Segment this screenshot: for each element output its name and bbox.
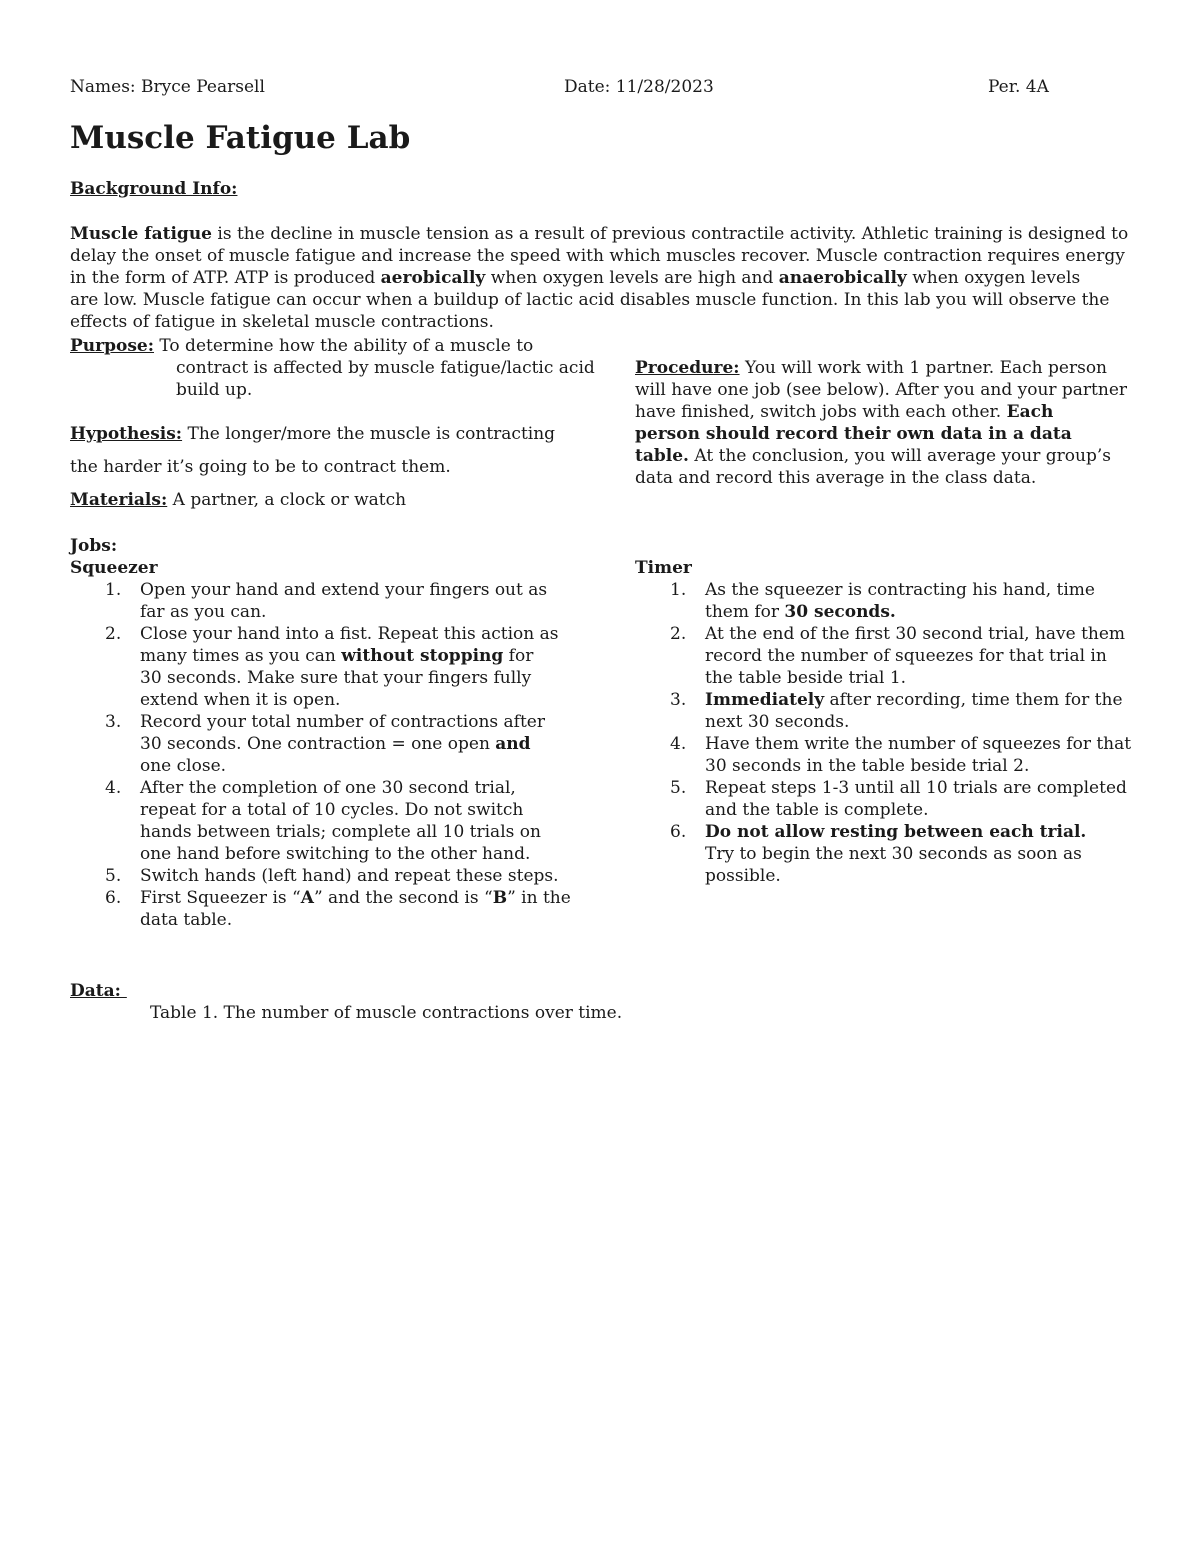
purpose-label: Purpose: [70, 336, 154, 356]
data-heading: Data: [70, 981, 127, 1001]
step-text: them for [705, 602, 785, 622]
step-number: 5. [670, 778, 687, 798]
step-text: Record your total number of contractions after [140, 712, 545, 732]
procedure-text: You will work with 1 partner. Each person [739, 358, 1108, 378]
list-item [670, 777, 1131, 821]
step-text: many times as you can [140, 646, 342, 666]
step-emphasis: without stopping [341, 646, 504, 666]
procedure-section [635, 357, 1155, 489]
materials-label: Materials: [70, 490, 168, 510]
step-number: 2. [670, 624, 687, 644]
squeezer-steps-list [105, 579, 571, 931]
step-emphasis: B [492, 888, 508, 908]
bg-line: delay the onset of muscle fatigue and increase the speed with which muscles recover. Muscle contraction requires energy [70, 246, 1125, 266]
list-item [105, 711, 571, 777]
step-number: 2. [105, 624, 122, 644]
procedure-text: data and record this average in the class data. [635, 468, 1037, 488]
step-emphasis: 30 seconds. [784, 602, 896, 622]
list-item [670, 689, 1131, 733]
timer-heading: Timer [635, 558, 692, 578]
materials-text: A partner, a clock or watch [167, 490, 407, 510]
table-caption: Table 1. The number of muscle contractions over time. [150, 1003, 623, 1023]
hypothesis-text: the harder it’s going to be to contract them. [70, 457, 451, 477]
step-emphasis: Do not allow resting between each trial. [705, 822, 1087, 842]
list-item [670, 733, 1132, 777]
hypothesis-section [70, 423, 555, 445]
list-item [105, 623, 571, 711]
step-emphasis: A [300, 888, 314, 908]
step-text: Open your hand and extend your fingers out as [140, 580, 548, 600]
bg-line: in the form of ATP. ATP is produced [70, 268, 381, 288]
step-text: repeat for a total of 10 cycles. Do not switch [140, 800, 524, 820]
procedure-emphasis: person should record their own data in a data [635, 424, 1072, 444]
list-item [105, 579, 571, 623]
step-number: 6. [670, 822, 687, 842]
purpose-text: contract is affected by muscle fatigue/lactic acid [176, 358, 595, 378]
step-text: after recording, time them for the [824, 690, 1123, 710]
step-text: Try to begin the next 30 seconds as soon as [705, 844, 1082, 864]
step-text: one close. [140, 756, 227, 776]
step-number: 5. [105, 866, 122, 886]
procedure-emphasis: table. [635, 446, 689, 466]
background-heading: Background Info: [70, 179, 238, 199]
materials-section [70, 489, 406, 511]
step-text: First Squeezer is “ [140, 888, 301, 908]
squeezer-heading: Squeezer [70, 558, 158, 578]
step-text: far as you can. [140, 602, 267, 622]
timer-steps-list [670, 579, 1132, 887]
step-text: ” in the [507, 888, 571, 908]
term-muscle-fatigue: Muscle fatigue [70, 224, 212, 244]
step-text: one hand before switching to the other hand. [140, 844, 531, 864]
step-text: for [503, 646, 534, 666]
step-text: data table. [140, 910, 233, 930]
list-item [670, 579, 1131, 623]
step-text: Close your hand into a fist. Repeat this action as [140, 624, 559, 644]
procedure-label: Procedure: [635, 358, 740, 378]
step-text: Have them write the number of squeezes for that [705, 734, 1132, 754]
list-item [105, 777, 571, 865]
bg-line: when oxygen levels are high and [485, 268, 779, 288]
procedure-text: At the conclusion, you will average your group’s [688, 446, 1111, 466]
list-item [670, 821, 1131, 887]
step-number: 1. [105, 580, 122, 600]
term-aerobically: aerobically [380, 268, 486, 288]
list-item [105, 887, 571, 931]
date-field: Date: 11/28/2023 [564, 77, 714, 97]
step-emphasis: and [495, 734, 531, 754]
step-emphasis: Immediately [705, 690, 825, 710]
procedure-text: have finished, switch jobs with each other. [635, 402, 1007, 422]
step-text: Switch hands (left hand) and repeat these steps. [140, 866, 559, 886]
hypothesis-text: The longer/more the muscle is contracting [182, 424, 556, 444]
period-field: Per. 4A [988, 77, 1049, 97]
step-number: 3. [670, 690, 687, 710]
background-paragraph [70, 223, 1140, 333]
procedure-emphasis: Each [1006, 402, 1054, 422]
step-number: 1. [670, 580, 687, 600]
step-text: and the table is complete. [705, 800, 929, 820]
step-text: extend when it is open. [140, 690, 341, 710]
purpose-text: build up. [176, 380, 253, 400]
step-number: 6. [105, 888, 122, 908]
step-text: next 30 seconds. [705, 712, 850, 732]
step-text: 30 seconds. Make sure that your fingers fully [140, 668, 532, 688]
purpose-section [70, 335, 533, 357]
purpose-text: To determine how the ability of a muscle to [154, 336, 534, 356]
step-number: 3. [105, 712, 122, 732]
step-text: Repeat steps 1-3 until all 10 trials are completed [705, 778, 1127, 798]
bg-line: when oxygen levels [906, 268, 1081, 288]
jobs-heading: Jobs: [70, 536, 118, 556]
term-anaerobically: anaerobically [778, 268, 907, 288]
list-item [105, 865, 571, 887]
step-number: 4. [105, 778, 122, 798]
step-text: 30 seconds in the table beside trial 2. [705, 756, 1030, 776]
step-text: After the completion of one 30 second trial, [140, 778, 516, 798]
step-text: record the number of squeezes for that trial in [705, 646, 1107, 666]
step-text: the table beside trial 1. [705, 668, 907, 688]
step-text: At the end of the first 30 second trial, have them [705, 624, 1126, 644]
bg-line: is the decline in muscle tension as a result of previous contractile activity. Athletic training is designed to [212, 224, 1129, 244]
step-text: 30 seconds. One contraction = one open [140, 734, 496, 754]
step-number: 4. [670, 734, 687, 754]
step-text: ” and the second is “ [313, 888, 493, 908]
bg-line: are low. Muscle fatigue can occur when a buildup of lactic acid disables muscle function. In this lab you will observe the [70, 290, 1110, 310]
step-text: hands between trials; complete all 10 trials on [140, 822, 541, 842]
bg-line: effects of fatigue in skeletal muscle contractions. [70, 312, 494, 332]
step-text: As the squeezer is contracting his hand, time [705, 580, 1095, 600]
page-title: Muscle Fatigue Lab [70, 120, 411, 156]
step-text: possible. [705, 866, 781, 886]
student-names: Names: Bryce Pearsell [70, 77, 265, 97]
hypothesis-label: Hypothesis: [70, 424, 183, 444]
list-item [670, 623, 1131, 689]
procedure-text: will have one job (see below). After you and your partner [635, 380, 1128, 400]
